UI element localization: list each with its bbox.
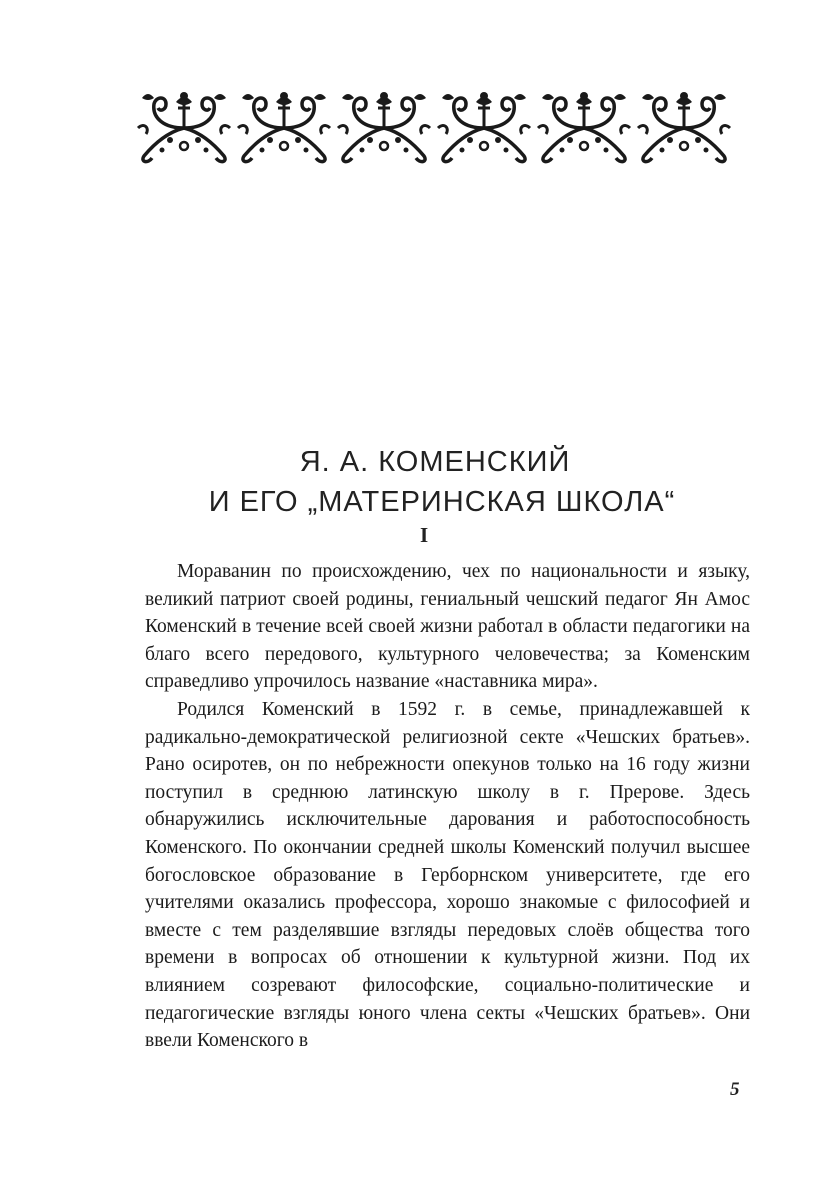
paragraph: Родился Коменский в 1592 г. в семье, принадлежавшей к радикально-демократической религиозной секте «Чешских братьев». Рано осиротев, он по небрежности опекунов только на 16 году жизни поступил в среднюю латинскую школу в г. Прерове. Здесь обнаружились исключительные дарования и работоспособность Коменского. По окончании средней школы Коменский получил высшее богословское образование в Герборнском университете, где его учителями оказались профессора, хорошо знакомые с философией и вместе с тем разделявшие взгляды передовых слоёв общества того времени в вопросах об отношении к культурной жизни. Под их влиянием созревают философские, социально-политические и педагогические взгляды юного члена секты «Чешских братьев». Они ввели Коменского в xyxy=(145,698,750,1052)
chapter-title xyxy=(150,442,720,522)
section-number: I xyxy=(420,523,429,547)
paragraph: Мораванин по происхождению, чех по национальности и языку, великий патриот своей родины, гениальный чешский педагог Ян Амос Коменский в течение всей своей жизни работал в области педагогики на благо всего передового, культурного человечества; за Коменским справедливо упрочилось название «наставника мира». xyxy=(145,561,750,693)
chapter-title-line-2: И ЕГО „МАТЕРИНСКАЯ ШКОЛА“ xyxy=(208,486,676,518)
floral-ornament-icon xyxy=(134,88,738,166)
chapter-title-line-1: Я. А. КОМЕНСКИЙ xyxy=(299,446,571,478)
page-number: 5 xyxy=(730,1079,740,1100)
body-text xyxy=(145,558,750,1055)
